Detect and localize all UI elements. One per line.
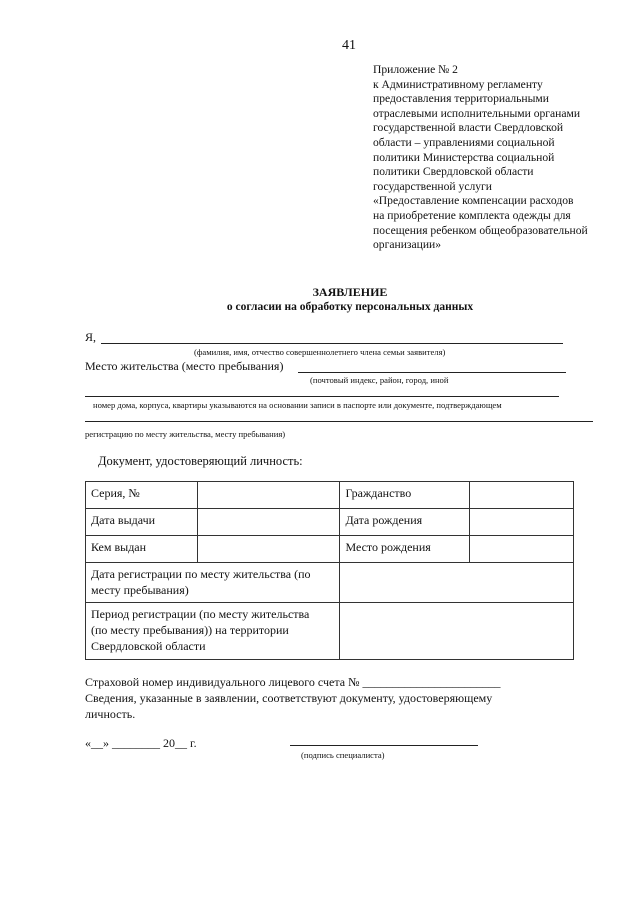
snils-field[interactable]: Страховой номер индивидуального лицевого счета № _______________________: [85, 675, 501, 689]
series-value[interactable]: [197, 482, 340, 509]
confirm-text-2: личность.: [85, 707, 136, 721]
citizenship-label: Гражданство: [340, 482, 470, 509]
table-row: [86, 509, 574, 536]
confirm-text: Сведения, указанные в заявлении, соответствуют документу, удостоверяющему: [85, 691, 493, 705]
table-row: [86, 563, 574, 603]
birth-place-label: Место рождения: [340, 536, 470, 563]
identity-table: [85, 481, 574, 660]
birth-date-label: Дата рождения: [340, 509, 470, 536]
registration-period-line: Период регистрации (по месту жительства: [91, 607, 310, 621]
address-input-line[interactable]: [85, 396, 559, 397]
registration-period-value[interactable]: [340, 603, 574, 660]
appendix-line: к Административному регламенту: [373, 77, 543, 91]
residence-label: Место жительства (место пребывания): [85, 359, 284, 373]
i-label: Я,: [85, 330, 97, 344]
appendix-line: Приложение № 2: [373, 63, 458, 76]
series-label: Серия, №: [86, 482, 198, 509]
table-row: [86, 603, 574, 660]
appendix-line: отраслевыми исполнительными органами: [373, 106, 581, 120]
appendix-line: государственной услуги: [373, 179, 493, 193]
appendix-line: на приобретение комплекта одежды для: [373, 208, 571, 222]
registration-period-line: Свердловской области: [91, 639, 206, 653]
page-number: 41: [342, 38, 356, 53]
address-caption: номер дома, корпуса, квартиры указываются на основании записи в паспорте или документе, подтверждающем: [93, 400, 502, 410]
appendix-line: области – управлениями социальной: [373, 135, 555, 149]
registration-caption: регистрацию по месту жительства, месту пребывания): [85, 429, 286, 439]
registration-date-value[interactable]: [340, 563, 574, 603]
birth-date-value[interactable]: [470, 509, 574, 536]
appendix-line: предоставления территориальными: [373, 92, 549, 106]
date-field[interactable]: «__» ________ 20__ г.: [85, 736, 197, 750]
signature-caption: (подпись специалиста): [301, 750, 385, 760]
issue-date-value[interactable]: [197, 509, 340, 536]
signature-line[interactable]: [290, 745, 478, 746]
document-title: ЗАЯВЛЕНИЕ: [312, 285, 388, 299]
registration-date-line: Дата регистрации по месту жительства (по: [91, 567, 311, 581]
issued-by-value[interactable]: [197, 536, 340, 563]
issued-by-label: Кем выдан: [86, 536, 198, 563]
table-row: [86, 536, 574, 563]
name-input-line[interactable]: [101, 343, 563, 344]
name-caption: (фамилия, имя, отчество совершеннолетнего члена семьи заявителя): [194, 347, 446, 357]
appendix-line: «Предоставление компенсации расходов: [373, 194, 574, 208]
appendix-line: государственной власти Свердловской: [373, 121, 564, 135]
registration-period-line: (по месту пребывания)) на территории: [91, 623, 289, 637]
appendix-line: посещения ребенком общеобразовательной: [373, 223, 588, 237]
document-subtitle: о согласии на обработку персональных данных: [226, 301, 474, 313]
address-input-line-2[interactable]: [85, 421, 593, 422]
registration-date-label: [86, 563, 340, 603]
residence-caption: (почтовый индекс, район, город, иной: [310, 375, 449, 385]
issue-date-label: Дата выдачи: [86, 509, 198, 536]
registration-period-label: [86, 603, 340, 660]
table-row: [86, 482, 574, 509]
appendix-line: политики Свердловской области: [373, 165, 534, 179]
appendix-line: политики Министерства социальной: [373, 150, 555, 164]
residence-input-line[interactable]: [298, 372, 566, 373]
appendix-header: [373, 63, 588, 253]
registration-date-line: месту пребывания): [91, 583, 189, 597]
citizenship-value[interactable]: [470, 482, 574, 509]
birth-place-value[interactable]: [470, 536, 574, 563]
appendix-line: организации»: [373, 238, 442, 252]
document-label: Документ, удостоверяющий личность:: [98, 454, 303, 468]
